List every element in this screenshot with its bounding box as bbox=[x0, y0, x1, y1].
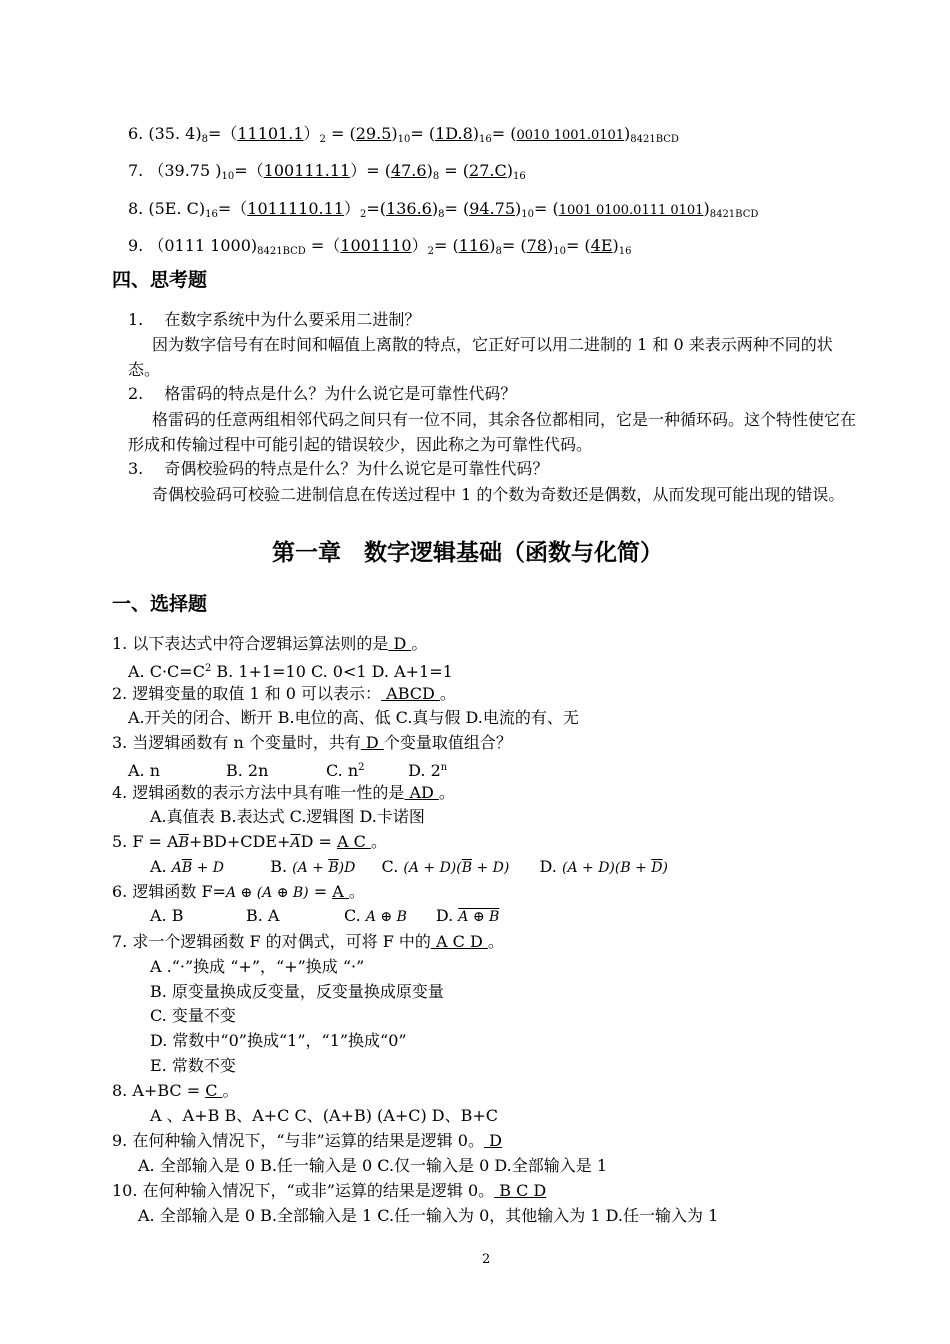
answer: ABCD bbox=[381, 684, 440, 703]
question-5 bbox=[112, 832, 387, 853]
equals-sign: = ( bbox=[439, 161, 470, 180]
source-value: (35. 4) bbox=[148, 124, 202, 143]
option-c: C. bbox=[344, 906, 361, 925]
superscript: 2 bbox=[204, 663, 212, 674]
option-b: B. 原变量换成反变量，反变量换成原变量 bbox=[150, 982, 444, 1001]
answer-octal: 116 bbox=[458, 236, 490, 255]
option-c: C. bbox=[381, 857, 399, 876]
base-subscript: 16 bbox=[512, 171, 526, 182]
answer-2: 格雷码的任意两组相邻代码之间只有一位不同，其余各位都相同，它是一种循环码。这个特性使它在形成和传输过程中可能引起的错误较少，因此称之为可靠性代码。 bbox=[128, 410, 857, 454]
answer-octal: 136.6 bbox=[386, 199, 432, 218]
base-subscript: 16 bbox=[618, 246, 632, 257]
answer-hex: 27.C bbox=[469, 161, 507, 180]
equals-sign: =（ bbox=[305, 236, 341, 255]
options-1 bbox=[128, 659, 453, 682]
base-subscript: 10 bbox=[521, 209, 534, 220]
option-a: A .“·”换成 “+”，“+”换成 “·” bbox=[150, 957, 365, 976]
equals-sign: =（ bbox=[207, 124, 238, 143]
question-4 bbox=[112, 783, 455, 803]
base-subscript: 8 bbox=[432, 171, 440, 182]
close-paren: ） bbox=[350, 161, 367, 180]
answer: D bbox=[483, 1131, 502, 1150]
equals-sign: = ( bbox=[366, 161, 391, 180]
option-c: C. n bbox=[326, 761, 359, 780]
negated-var: $\overline{A}$ bbox=[290, 835, 301, 851]
question-text: 5. F = A bbox=[112, 832, 179, 851]
question-text: 6. 逻辑函数 F= bbox=[112, 882, 226, 901]
options-9: A. 全部输入是 0 B.任一输入是 0 C.仅一输入是 0 D.全部输入是 1 bbox=[138, 1156, 607, 1175]
formula-a: $A\overline{B} + D$ bbox=[171, 860, 225, 876]
options-2: A.开关的闭合、断开 B.电位的高、低 C.真与假 D.电流的有、无 bbox=[128, 708, 579, 727]
punct: 。 bbox=[222, 1081, 239, 1100]
question-3 bbox=[112, 733, 512, 753]
close-paren: ) bbox=[431, 199, 439, 218]
base-subscript: 8421BCD bbox=[630, 134, 679, 145]
punct: 个变量取值组合？ bbox=[383, 733, 512, 752]
source-value: （0111 1000) bbox=[148, 236, 258, 255]
equals-sign: = ( bbox=[410, 124, 436, 143]
close-paren: ） bbox=[303, 124, 320, 143]
question-text: +BD+CDE+ bbox=[188, 832, 291, 851]
equals-sign: =( bbox=[366, 199, 387, 218]
answer: A C bbox=[336, 832, 371, 851]
page-number: 2 bbox=[482, 1252, 491, 1267]
close-paren: ) bbox=[546, 236, 554, 255]
close-paren: ) bbox=[703, 199, 710, 218]
base-subscript: 2 bbox=[360, 209, 367, 220]
base-subscript: 8 bbox=[201, 134, 208, 145]
close-paren: ） bbox=[343, 199, 360, 218]
equals-sign: = ( bbox=[433, 236, 459, 255]
base-subscript: 10 bbox=[553, 246, 566, 257]
chapter-title: 第一章 数字逻辑基础（函数与化简） bbox=[272, 540, 663, 566]
answer-hex: 1D.8 bbox=[435, 124, 473, 143]
option-e: E. 常数不变 bbox=[150, 1056, 236, 1075]
question-8 bbox=[112, 1081, 239, 1101]
option-c: C. 变量不变 bbox=[150, 1006, 236, 1025]
base-subscript: 8421BCD bbox=[709, 209, 759, 220]
answer: D bbox=[388, 634, 412, 653]
base-subscript: 10 bbox=[397, 134, 411, 145]
close-paren: ) bbox=[426, 161, 433, 180]
question-text: 7. 求一个逻辑函数 F 的对偶式，可将 F 中的 bbox=[112, 932, 431, 951]
base-subscript: 16 bbox=[205, 209, 218, 220]
answer: A bbox=[332, 882, 349, 901]
option-a: A. C·C=C bbox=[128, 662, 205, 681]
answer-bcd: 0010 1001.0101 bbox=[516, 128, 625, 143]
formula: A ⊕ (A ⊕ B) bbox=[225, 885, 309, 901]
conversion-line-7 bbox=[128, 161, 526, 187]
superscript: 2 bbox=[358, 762, 365, 773]
superscript: n bbox=[440, 762, 448, 773]
base-subscript: 2 bbox=[319, 134, 326, 145]
question-3: 3. 奇偶校验码的特点是什么？为什么说它是可靠性代码？ bbox=[128, 459, 549, 478]
punct: 。 bbox=[438, 783, 455, 802]
close-paren: ） bbox=[411, 236, 428, 255]
base-subscript: 8 bbox=[438, 209, 445, 220]
section-heading: 四、思考题 bbox=[112, 269, 208, 291]
option-d: D. 2 bbox=[408, 761, 441, 780]
question-9 bbox=[112, 1131, 502, 1151]
option-a: A. n bbox=[128, 761, 161, 780]
base-subscript: 16 bbox=[479, 134, 492, 145]
option-a: A. bbox=[150, 857, 167, 876]
answer-binary: 11101.1 bbox=[237, 124, 304, 143]
negated-var: $\overline{B}$ bbox=[178, 835, 189, 851]
answer-1: 因为数字信号有在时间和幅值上离散的特点，它正好可以用二进制的 1 和 0 来表示两种不同的状态。 bbox=[128, 335, 833, 379]
conversion-line-6 bbox=[128, 124, 679, 150]
question-text: 3. 当逻辑函数有 n 个变量时，共有 bbox=[112, 733, 361, 752]
answer-hex: 4E bbox=[590, 236, 613, 255]
equals-sign: =（ bbox=[217, 199, 248, 218]
option-b: B. bbox=[270, 857, 288, 876]
answer-binary: 100111.11 bbox=[263, 161, 351, 180]
equals-sign: = ( bbox=[444, 199, 470, 218]
equals-sign: =（ bbox=[234, 161, 264, 180]
question-2: 2. 格雷码的特点是什么？为什么说它是可靠性代码？ bbox=[128, 384, 517, 403]
equals-sign: = ( bbox=[534, 199, 559, 218]
question-2 bbox=[112, 684, 456, 704]
question-1 bbox=[112, 634, 427, 654]
close-paren: ) bbox=[612, 236, 619, 255]
answer-decimal: 29.5 bbox=[355, 124, 392, 143]
options-6 bbox=[150, 906, 499, 927]
item-number: 9. bbox=[128, 236, 144, 255]
question-1: 1. 在数字系统中为什么要采用二进制？ bbox=[128, 310, 421, 329]
question-10 bbox=[112, 1181, 546, 1201]
formula-b: $(A + \overline{B})D$ bbox=[292, 860, 356, 876]
options-bcd: B. 1+1=10 C. 0<1 D. A+1=1 bbox=[211, 662, 453, 681]
item-number: 8. bbox=[128, 199, 144, 218]
options-5 bbox=[150, 857, 668, 878]
answer: B C D bbox=[494, 1181, 547, 1200]
close-paren: ) bbox=[515, 199, 522, 218]
formula-c: A ⊕ B bbox=[365, 909, 407, 925]
option-d: D. bbox=[539, 857, 557, 876]
question-7 bbox=[112, 932, 504, 952]
answer-3: 奇偶校验码可校验二进制信息在传送过程中 1 的个数为奇数还是偶数，从而发现可能出现的错误。 bbox=[152, 485, 845, 504]
equals-sign: = bbox=[308, 882, 333, 901]
equals-sign: = ( bbox=[491, 124, 517, 143]
close-paren: ) bbox=[624, 124, 631, 143]
question-text: D = bbox=[300, 832, 337, 851]
question-text: 1. 以下表达式中符合逻辑运算法则的是 bbox=[112, 634, 389, 653]
formula-c: $(A + D)(\overline{B} + D)$ bbox=[403, 860, 510, 876]
conversion-line-8 bbox=[128, 199, 758, 225]
options-3 bbox=[128, 758, 447, 781]
answer: AD bbox=[404, 783, 439, 802]
option-b: B. 2n bbox=[226, 761, 269, 780]
base-subscript: 8 bbox=[495, 246, 502, 257]
equals-sign: = ( bbox=[565, 236, 591, 255]
close-paren: ) bbox=[506, 161, 513, 180]
base-subscript: 8421BCD bbox=[257, 246, 306, 257]
answer-binary: 1011110.11 bbox=[247, 199, 344, 218]
formula-d: $(A + D)(B + \overline{D})$ bbox=[561, 860, 668, 876]
punct: 。 bbox=[487, 932, 504, 951]
options-8: A 、A+B B、A+C C、(A+B) (A+C) D、B+C bbox=[150, 1106, 499, 1125]
equals-sign: = ( bbox=[325, 124, 356, 143]
close-paren: ) bbox=[391, 124, 398, 143]
question-6 bbox=[112, 882, 365, 903]
option-d: D. bbox=[435, 906, 454, 925]
base-subscript: 2 bbox=[427, 246, 434, 257]
base-subscript: 10 bbox=[221, 171, 235, 182]
answer: A C D bbox=[430, 932, 488, 951]
equals-sign: = ( bbox=[501, 236, 527, 255]
answer: D bbox=[360, 733, 384, 752]
question-text: 9. 在何种输入情况下，“与非”运算的结果是逻辑 0。 bbox=[112, 1131, 484, 1150]
options-10: A. 全部输入是 0 B.全部输入是 1 C.任一输入为 0，其他输入为 1 D.任一输入为 1 bbox=[138, 1206, 719, 1225]
source-value: （39.75 ) bbox=[148, 161, 222, 180]
item-number: 7. bbox=[128, 161, 144, 180]
answer-decimal: 94.75 bbox=[469, 199, 516, 218]
answer-bcd: 1001 0100.0111 0101 bbox=[558, 203, 704, 218]
question-text: 4. 逻辑函数的表示方法中具有唯一性的是 bbox=[112, 783, 405, 802]
answer-binary: 1001110 bbox=[340, 236, 412, 255]
options-4: A.真值表 B.表达式 C.逻辑图 D.卡诺图 bbox=[150, 807, 425, 826]
punct: 。 bbox=[370, 832, 387, 851]
punct: 。 bbox=[348, 882, 365, 901]
option-a: A. B bbox=[150, 906, 184, 925]
answer-octal: 47.6 bbox=[390, 161, 427, 180]
item-number: 6. bbox=[128, 124, 144, 143]
option-d: D. 常数中“0”换成“1”，“1”换成“0” bbox=[150, 1031, 407, 1050]
section-heading: 一、选择题 bbox=[112, 593, 208, 615]
source-value: (5E. C) bbox=[148, 199, 206, 218]
question-text: 8. A+BC = bbox=[112, 1081, 206, 1100]
question-text: 10. 在何种输入情况下，“或非”运算的结果是逻辑 0。 bbox=[112, 1181, 495, 1200]
close-paren: ) bbox=[489, 236, 496, 255]
punct: 。 bbox=[439, 684, 456, 703]
close-paren: ) bbox=[472, 124, 480, 143]
answer-decimal: 78 bbox=[526, 236, 547, 255]
answer: C bbox=[205, 1081, 223, 1100]
question-text: 2. 逻辑变量的取值 1 和 0 可以表示： bbox=[112, 684, 382, 703]
formula-d: A ⊕ B bbox=[458, 909, 500, 925]
conversion-line-9 bbox=[128, 236, 632, 262]
option-b: B. A bbox=[246, 906, 280, 925]
punct: 。 bbox=[411, 634, 428, 653]
